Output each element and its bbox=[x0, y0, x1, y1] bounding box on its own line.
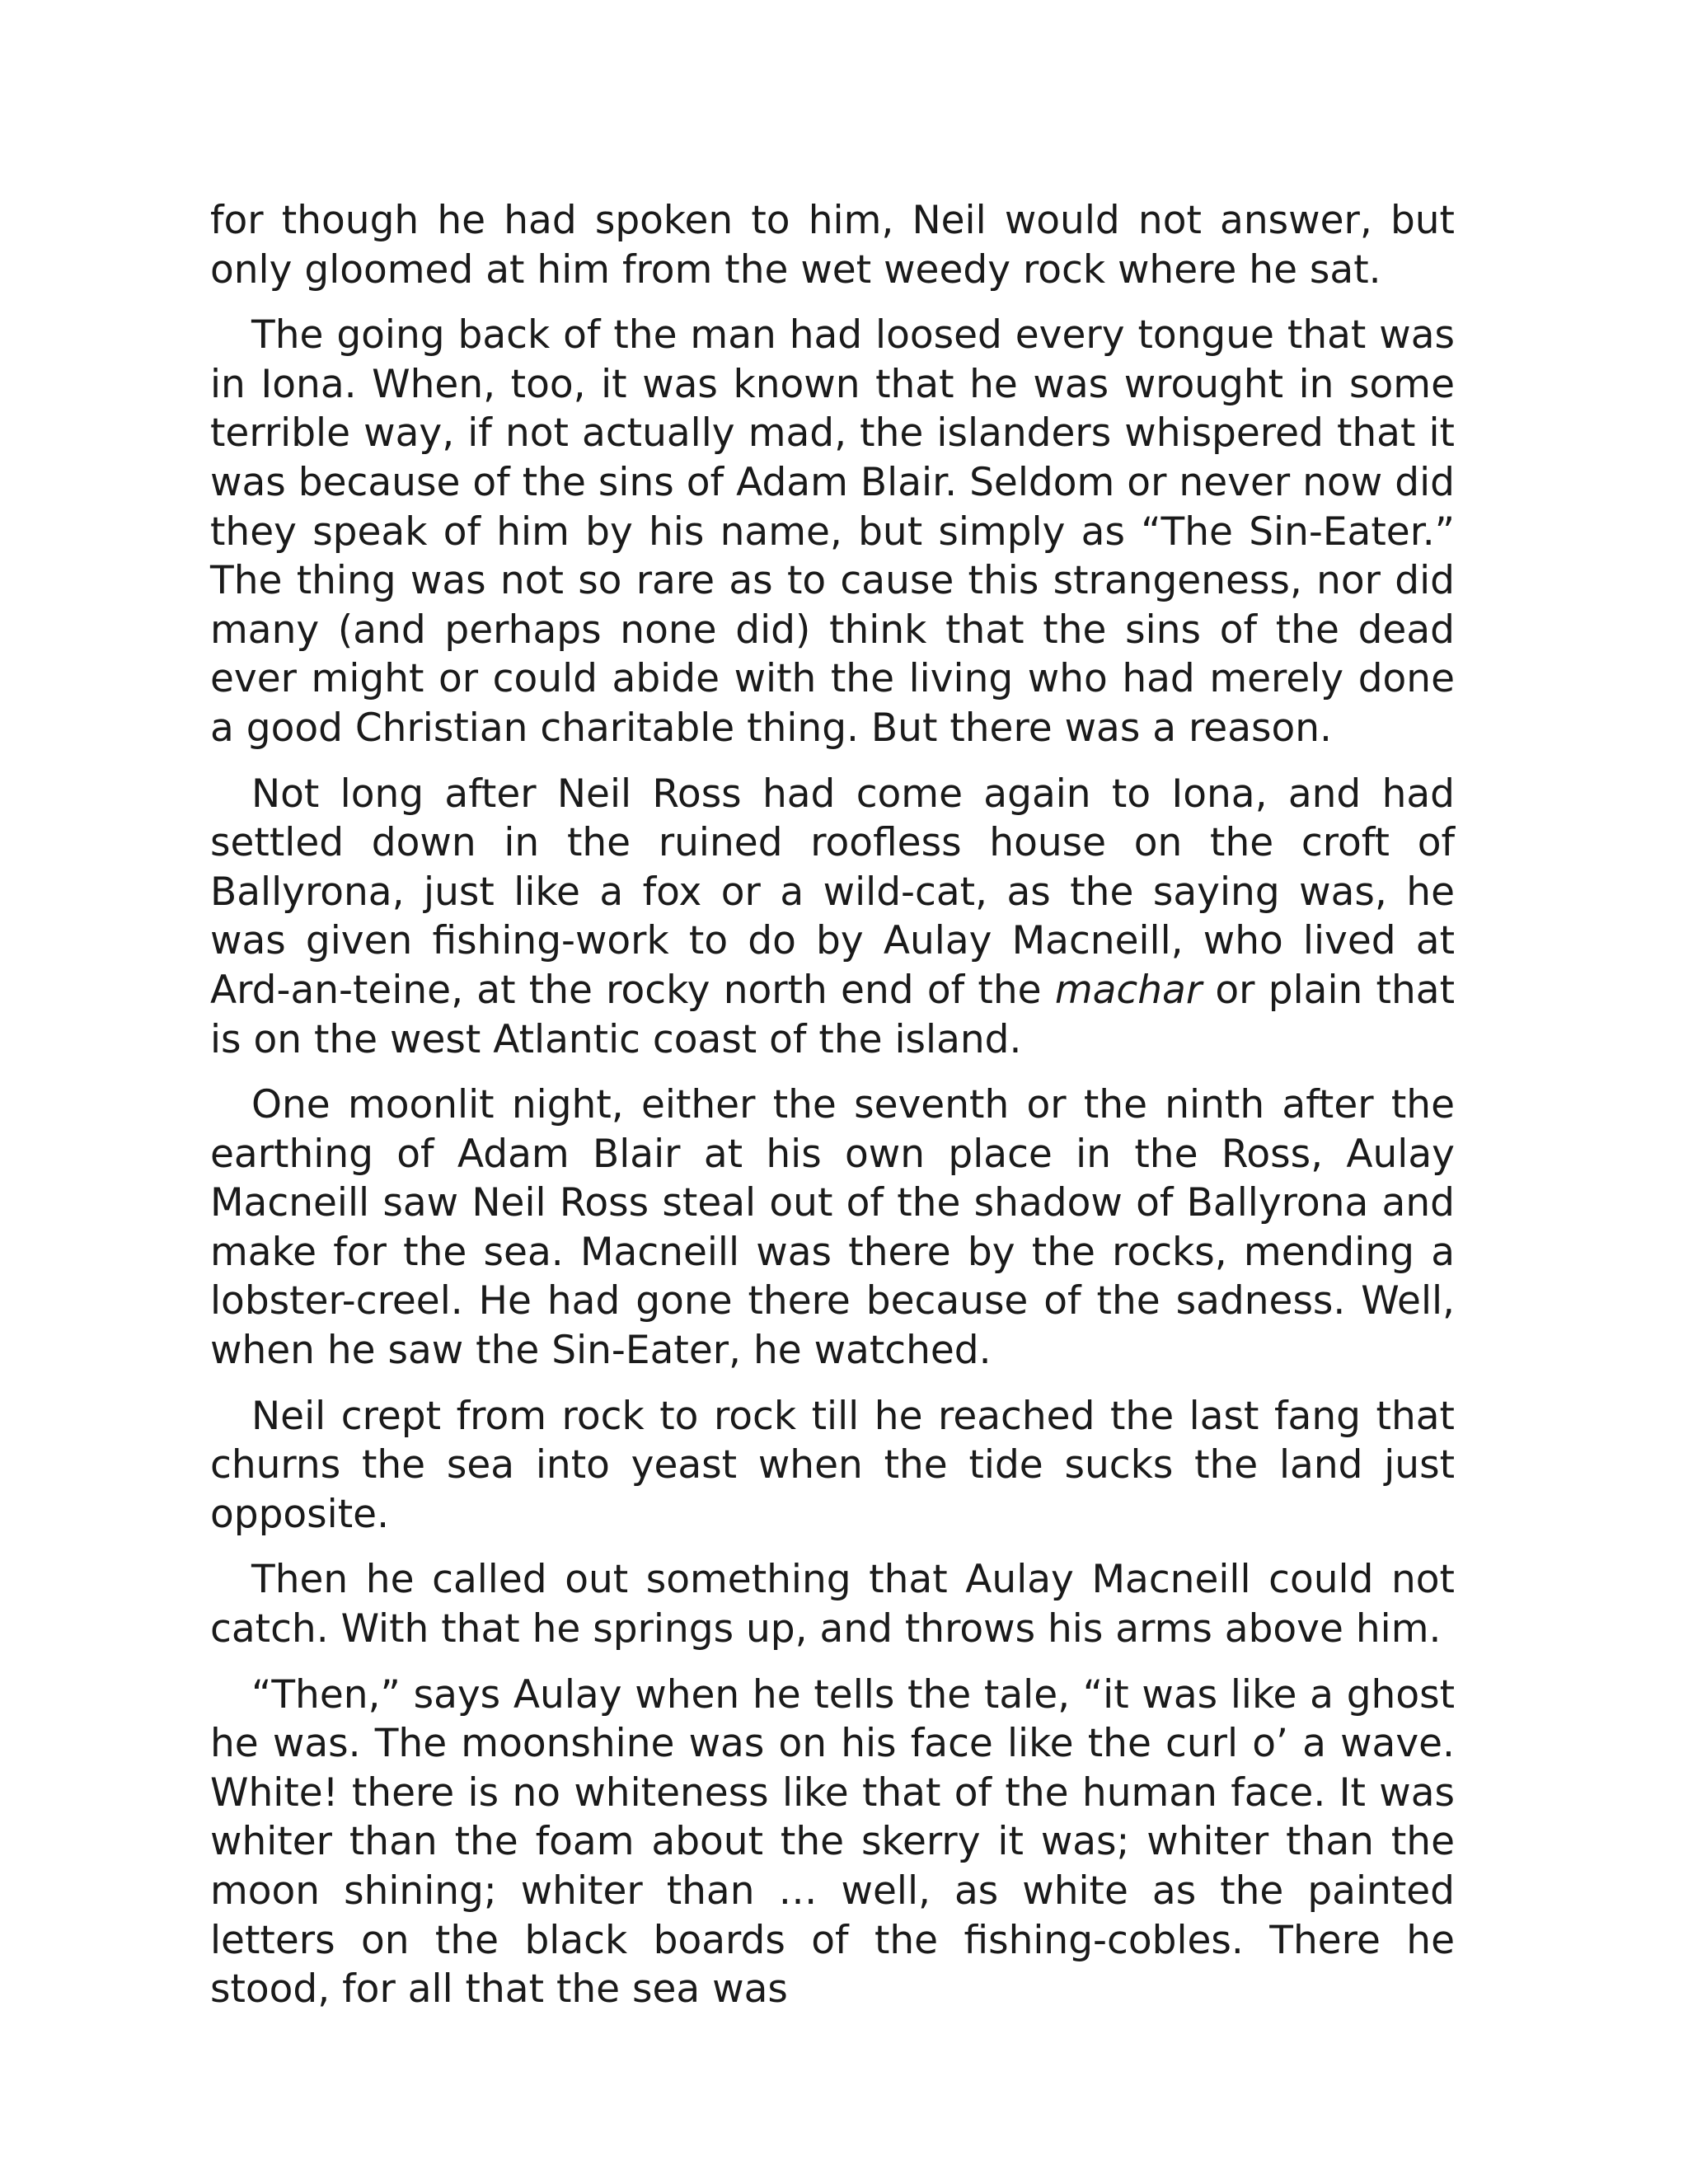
paragraph-7 bbox=[210, 1671, 1455, 2014]
paragraph-text: “Then,” says Aulay when he tells the tale, “it was like a ghost he was. The moonshine was on his face like the curl o’ a wave. White! there is no whiteness like that of the human face. It was whiter than the foam about the skerry it was; whiter than the moon shining; whiter than … well, as white as the painted letters on the black boards of the fishing-cobles. There he stood, for all that the sea was bbox=[210, 1671, 1455, 2013]
paragraph-5 bbox=[210, 1392, 1455, 1540]
paragraph-text: for though he had spoken to him, Neil would not answer, but only gloomed at him from the wet weedy rock where he sat. bbox=[210, 198, 1455, 293]
paragraph-2 bbox=[210, 311, 1455, 752]
italic-term: machar bbox=[1054, 967, 1203, 1013]
paragraph-text: The going back of the man had loosed every tongue that was in Iona. When, too, it was known that he was wrought in some terrible way, if not actually mad, the islanders whispered that it was because of the sins of Adam Blair. Seldom or never now did they speak of him by his name, but simply as “The Sin-Eater.” The thing was not so rare as to cause this strangeness, nor did many (and perhaps none did) think that the sins of the dead ever might or could abide with the living who had merely done a good Christian charitable thing. But there was a reason. bbox=[210, 312, 1455, 751]
paragraph-text: Then he called out something that Aulay Macneill could not catch. With that he springs up, and throws his arms above him. bbox=[210, 1557, 1455, 1652]
page-body bbox=[210, 196, 1455, 2031]
paragraph-1 bbox=[210, 196, 1455, 294]
paragraph-text: or plain that is on the west Atlantic coast of the island. bbox=[210, 967, 1456, 1062]
paragraph-text: Not long after Neil Ross had come again to Iona, and had settled down in the ruined roofless house on the croft of Ballyrona, just like a fox or a wild-cat, as the saying was, he was given fishing-work to do by Aulay Macneill, who lived at Ard-an-teine, at the rocky north end of the bbox=[210, 771, 1455, 1013]
paragraph-4 bbox=[210, 1080, 1455, 1376]
paragraph-6 bbox=[210, 1555, 1455, 1653]
paragraph-text: One moonlit night, either the seventh or the ninth after the earthing of Adam Blair at his own place in the Ross, Aulay Macneill saw Neil Ross steal out of the shadow of Ballyrona and make for the sea. Macneill was there by the rocks, mending a lobster-creel. He had gone there because of the sadness. Well, when he saw the Sin-Eater, he watched. bbox=[210, 1082, 1455, 1374]
paragraph-text: Neil crept from rock to rock till he reached the last fang that churns the sea into yeast when the tide sucks the land just opposite. bbox=[210, 1393, 1455, 1537]
paragraph-3 bbox=[210, 770, 1455, 1065]
